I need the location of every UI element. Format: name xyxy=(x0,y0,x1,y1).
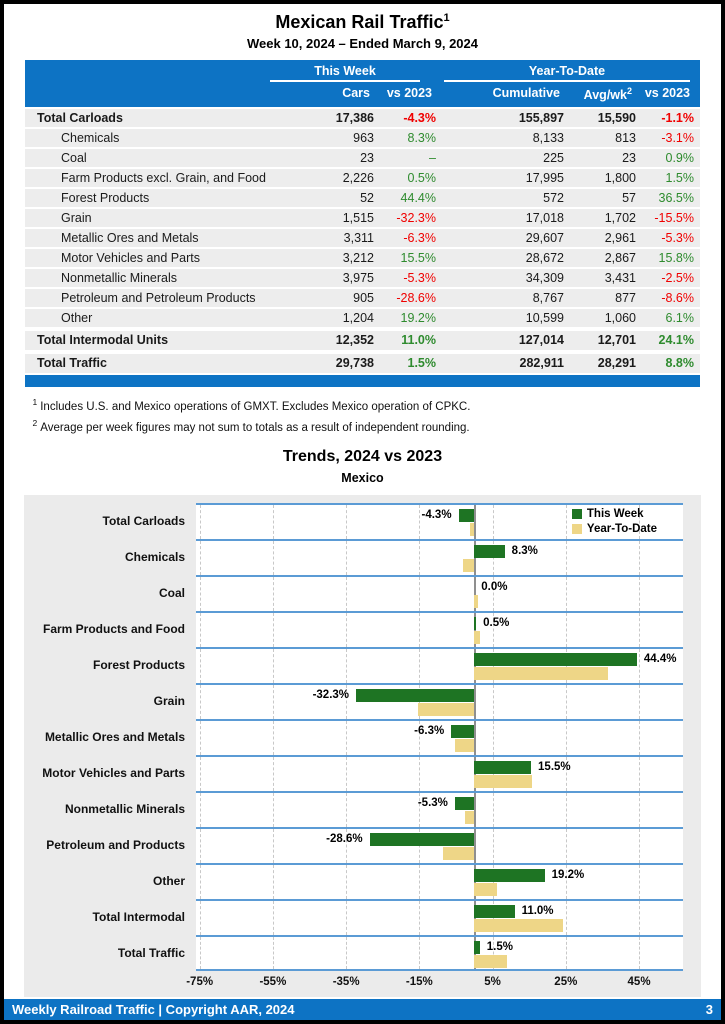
gridline xyxy=(566,721,567,755)
gridline xyxy=(639,865,640,899)
gridline xyxy=(493,793,494,827)
gridline xyxy=(419,901,420,935)
cell-vs2023-week: -6.3% xyxy=(403,231,436,246)
gridline xyxy=(346,865,347,899)
avg-wk-text: Avg/wk xyxy=(583,88,627,103)
cell-vs2023-week: -32.3% xyxy=(396,211,436,226)
gridline xyxy=(273,937,274,969)
gridline xyxy=(346,901,347,935)
column-header-vs2023-week: vs 2023 xyxy=(386,86,432,100)
gridline xyxy=(639,541,640,575)
gridline xyxy=(419,613,420,647)
cell-cumulative: 17,995 xyxy=(525,171,564,186)
table-header-groups xyxy=(29,64,696,82)
cell-avg-wk: 2,867 xyxy=(604,251,636,266)
table-row xyxy=(25,169,700,187)
chart-band xyxy=(196,647,683,683)
gridline xyxy=(566,505,567,539)
cell-cumulative: 155,897 xyxy=(518,111,564,126)
zero-axis-line xyxy=(474,685,476,719)
year-to-date-bar xyxy=(455,739,474,752)
axis-tick-label: 25% xyxy=(554,975,578,988)
this-week-bar xyxy=(356,689,474,702)
cell-cars: 963 xyxy=(353,131,374,146)
gridline xyxy=(639,829,640,863)
row-label: Total Intermodal Units xyxy=(37,333,169,348)
cell-avg-wk: 57 xyxy=(622,191,636,206)
gridline xyxy=(493,685,494,719)
row-label: Total Carloads xyxy=(37,111,123,126)
cell-avg-wk: 1,800 xyxy=(604,171,636,186)
header-group-this-week: This Week xyxy=(270,64,420,82)
cell-cars: 905 xyxy=(353,291,374,306)
year-to-date-bar xyxy=(443,847,474,860)
chart-band xyxy=(196,827,683,863)
cell-avg-wk: 23 xyxy=(622,151,636,166)
bar-value-label: 19.2% xyxy=(551,868,585,881)
gridline xyxy=(493,829,494,863)
gridline xyxy=(200,793,201,827)
year-to-date-bar xyxy=(474,919,562,932)
row-label: Metallic Ores and Metals xyxy=(61,231,199,246)
chart-category-label: Total Intermodal xyxy=(92,909,185,924)
chart-plot-area xyxy=(30,503,683,971)
cell-cumulative: 572 xyxy=(543,191,564,206)
cell-vs2023-ytd: -1.1% xyxy=(661,111,694,126)
chart-category-label: Motor Vehicles and Parts xyxy=(42,765,185,780)
gridline xyxy=(639,685,640,719)
cell-cars: 2,226 xyxy=(342,171,374,186)
gridline xyxy=(566,613,567,647)
this-week-bar xyxy=(474,545,504,558)
cell-avg-wk: 15,590 xyxy=(597,111,636,126)
gridline xyxy=(200,721,201,755)
this-week-bar xyxy=(474,941,479,954)
chart-band xyxy=(196,863,683,899)
row-label: Total Traffic xyxy=(37,356,107,371)
axis-tick-label: -15% xyxy=(405,975,433,988)
gridline xyxy=(346,937,347,969)
gridline xyxy=(493,505,494,539)
chart-band xyxy=(196,611,683,647)
cell-avg-wk: 877 xyxy=(615,291,636,306)
gridline xyxy=(566,829,567,863)
gridline xyxy=(273,541,274,575)
cell-avg-wk: 1,702 xyxy=(604,211,636,226)
cell-cumulative: 17,018 xyxy=(525,211,564,226)
trends-bar-chart xyxy=(24,495,701,997)
bar-value-label: -6.3% xyxy=(414,724,445,737)
this-week-bar xyxy=(474,869,544,882)
gridline xyxy=(273,685,274,719)
footer-title: Weekly Railroad Traffic | Copyright AAR, 2024 xyxy=(12,1002,295,1017)
gridline xyxy=(273,757,274,791)
row-label: Other xyxy=(61,311,93,326)
cell-vs2023-week: -5.3% xyxy=(403,271,436,286)
cell-vs2023-ytd: 8.8% xyxy=(665,356,694,371)
gridline xyxy=(493,721,494,755)
cell-avg-wk: 28,291 xyxy=(597,356,636,371)
gridline xyxy=(419,541,420,575)
cell-vs2023-ytd: -2.5% xyxy=(661,271,694,286)
bar-value-label: 44.4% xyxy=(643,652,677,665)
gridline xyxy=(566,577,567,611)
bar-value-label: 0.5% xyxy=(483,616,510,629)
gridline xyxy=(566,685,567,719)
footnote xyxy=(33,397,693,413)
gridline xyxy=(566,793,567,827)
chart-category-row xyxy=(30,827,683,863)
cell-avg-wk: 12,701 xyxy=(597,333,636,348)
row-label: Motor Vehicles and Parts xyxy=(61,251,200,266)
table-bottom-divider xyxy=(25,375,700,387)
this-week-bar xyxy=(459,509,475,522)
chart-category-row xyxy=(30,791,683,827)
axis-tick-labels xyxy=(186,971,683,993)
chart-band xyxy=(196,755,683,791)
axis-tick-label: 5% xyxy=(484,975,501,988)
table-row xyxy=(25,109,700,127)
header-label-spacer xyxy=(29,86,276,102)
column-header-cumulative: Cumulative xyxy=(492,86,560,100)
gridline xyxy=(273,901,274,935)
column-header-avg-wk xyxy=(566,86,638,102)
cell-cars: 29,738 xyxy=(335,356,374,371)
gridline xyxy=(639,721,640,755)
gridline xyxy=(273,865,274,899)
chart-band xyxy=(196,719,683,755)
year-to-date-bar xyxy=(474,595,477,608)
chart-category-label: Other xyxy=(152,873,185,888)
cell-vs2023-week: -28.6% xyxy=(396,291,436,306)
year-to-date-bar xyxy=(465,811,474,824)
chart-band xyxy=(196,899,683,935)
header-group-year-to-date: Year-To-Date xyxy=(444,64,690,82)
table-row xyxy=(25,331,700,350)
chart-subtitle: Mexico xyxy=(341,470,384,485)
chart-band xyxy=(196,503,683,539)
cell-cars: 12,352 xyxy=(335,333,374,348)
legend-swatch-icon xyxy=(572,524,582,534)
gridline xyxy=(419,577,420,611)
bar-value-label: -5.3% xyxy=(417,796,448,809)
chart-category-row xyxy=(30,863,683,899)
page-subtitle: Week 10, 2024 – Ended March 9, 2024 xyxy=(246,36,478,51)
this-week-bar xyxy=(455,797,474,810)
this-week-bar xyxy=(474,653,637,666)
row-label: Grain xyxy=(61,211,92,226)
chart-category-label: Coal xyxy=(158,585,185,600)
bar-value-label: -32.3% xyxy=(312,688,350,701)
cell-cars: 1,204 xyxy=(342,311,374,326)
gridline xyxy=(200,685,201,719)
this-week-bar xyxy=(474,761,531,774)
cell-vs2023-week: 11.0% xyxy=(401,333,436,348)
cell-cumulative: 29,607 xyxy=(525,231,564,246)
year-to-date-bar xyxy=(418,703,475,716)
cell-cars: 3,212 xyxy=(342,251,374,266)
footnote xyxy=(33,418,693,434)
gridline xyxy=(200,541,201,575)
axis-tick-label: -75% xyxy=(186,975,214,988)
avg-wk-footnote-marker: 2 xyxy=(626,86,632,96)
cell-vs2023-week: – xyxy=(429,151,436,166)
cell-cars: 3,975 xyxy=(342,271,374,286)
cell-vs2023-week: -4.3% xyxy=(403,111,436,126)
cell-cars: 1,515 xyxy=(342,211,374,226)
cell-vs2023-ytd: -15.5% xyxy=(654,211,694,226)
gridline xyxy=(273,829,274,863)
chart-category-label: Forest Products xyxy=(92,657,185,672)
cell-cumulative: 282,911 xyxy=(519,356,564,371)
cell-cumulative: 28,672 xyxy=(525,251,564,266)
row-label: Chemicals xyxy=(61,131,120,146)
page-footer xyxy=(4,999,721,1020)
gridline xyxy=(639,613,640,647)
row-label: Coal xyxy=(61,151,87,166)
row-label: Forest Products xyxy=(61,191,150,206)
chart-band xyxy=(196,935,683,971)
cell-cumulative: 225 xyxy=(543,151,564,166)
cell-avg-wk: 3,431 xyxy=(604,271,636,286)
gridline xyxy=(346,577,347,611)
chart-category-row xyxy=(30,935,683,971)
cell-avg-wk: 2,961 xyxy=(604,231,636,246)
chart-category-label: Total Carloads xyxy=(102,513,185,528)
this-week-bar xyxy=(370,833,475,846)
gridline xyxy=(273,577,274,611)
table-row xyxy=(25,354,700,373)
gridline xyxy=(273,613,274,647)
year-to-date-bar xyxy=(470,523,474,536)
cell-cumulative: 8,133 xyxy=(532,131,564,146)
page-title-text: Mexican Rail Traffic xyxy=(275,12,444,32)
bar-value-label: 1.5% xyxy=(486,940,513,953)
chart-legend xyxy=(572,507,657,537)
cell-vs2023-week: 8.3% xyxy=(407,131,436,146)
row-label: Petroleum and Petroleum Products xyxy=(61,291,256,306)
gridline xyxy=(200,613,201,647)
gridline xyxy=(566,901,567,935)
axis-tick-label: -35% xyxy=(332,975,360,988)
cell-vs2023-week: 44.4% xyxy=(400,191,436,206)
cell-vs2023-ytd: 24.1% xyxy=(658,333,694,348)
cell-vs2023-ytd: 0.9% xyxy=(665,151,694,166)
bar-value-label: 0.0% xyxy=(481,580,508,593)
bar-value-label: -4.3% xyxy=(421,508,452,521)
bar-value-label: 15.5% xyxy=(538,760,571,773)
cell-cumulative: 34,309 xyxy=(525,271,564,286)
chart-x-axis xyxy=(30,971,683,993)
legend-item xyxy=(572,522,657,537)
cell-vs2023-week: 19.2% xyxy=(400,311,436,326)
cell-vs2023-ytd: -3.1% xyxy=(661,131,694,146)
page-title xyxy=(4,12,721,33)
chart-category-row xyxy=(30,683,683,719)
chart-category-label: Chemicals xyxy=(124,549,185,564)
gridline xyxy=(200,649,201,683)
gridline xyxy=(419,937,420,969)
chart-category-row xyxy=(30,539,683,575)
gridline xyxy=(639,901,640,935)
cell-vs2023-week: 15.5% xyxy=(400,251,436,266)
bar-value-label: 11.0% xyxy=(521,904,554,917)
gridline xyxy=(346,721,347,755)
gridline xyxy=(639,937,640,969)
gridline xyxy=(419,865,420,899)
chart-category-label: Petroleum and Products xyxy=(46,837,185,852)
gridline xyxy=(273,721,274,755)
chart-category-row xyxy=(30,719,683,755)
year-to-date-bar xyxy=(474,631,479,644)
gridline xyxy=(346,793,347,827)
bar-value-label: 8.3% xyxy=(511,544,538,557)
gridline xyxy=(200,577,201,611)
chart-category-row xyxy=(30,503,683,539)
table-row xyxy=(25,189,700,207)
gridline xyxy=(346,541,347,575)
gridline xyxy=(200,505,201,539)
table-row xyxy=(25,249,700,267)
table-header xyxy=(25,60,700,107)
cell-cars: 17,386 xyxy=(335,111,374,126)
axis-tick-label: 45% xyxy=(627,975,651,988)
chart-category-row xyxy=(30,755,683,791)
footnote-text: Includes U.S. and Mexico operations of GMXT. Excludes Mexico operation of CPKC. xyxy=(40,400,471,413)
year-to-date-bar xyxy=(474,955,506,968)
gridline xyxy=(566,937,567,969)
gridline xyxy=(346,505,347,539)
legend-label: This Week xyxy=(586,508,644,521)
cell-cumulative: 10,599 xyxy=(525,311,564,326)
gridline xyxy=(639,757,640,791)
gridline xyxy=(273,505,274,539)
gridline xyxy=(639,649,640,683)
cell-vs2023-ytd: 36.5% xyxy=(658,191,694,206)
gridline xyxy=(639,577,640,611)
table-row xyxy=(25,229,700,247)
cell-vs2023-week: 0.5% xyxy=(407,171,436,186)
cell-vs2023-week: 1.5% xyxy=(407,356,436,371)
this-week-bar xyxy=(474,617,476,630)
cell-vs2023-ytd: -8.6% xyxy=(661,291,694,306)
chart-category-row xyxy=(30,899,683,935)
cell-cumulative: 127,014 xyxy=(518,333,564,348)
table-row xyxy=(25,289,700,307)
cell-vs2023-ytd: 1.5% xyxy=(665,171,694,186)
gridline xyxy=(200,865,201,899)
year-to-date-bar xyxy=(474,775,532,788)
chart-category-label: Grain xyxy=(153,693,185,708)
chart-title: Trends, 2024 vs 2023 xyxy=(282,447,443,465)
cell-cars: 3,311 xyxy=(343,231,374,246)
year-to-date-bar xyxy=(463,559,474,572)
zero-axis-line xyxy=(474,829,476,863)
zero-axis-line xyxy=(474,505,476,539)
chart-category-row xyxy=(30,611,683,647)
gridline xyxy=(346,757,347,791)
title-footnote-marker: 1 xyxy=(443,12,450,24)
table-row xyxy=(25,309,700,327)
chart-band xyxy=(196,791,683,827)
cell-avg-wk: 813 xyxy=(615,131,636,146)
chart-category-label: Metallic Ores and Metals xyxy=(44,729,185,744)
chart-category-label: Farm Products and Food xyxy=(42,621,185,636)
chart-category-label: Nonmetallic Minerals xyxy=(64,801,185,816)
footnote-marker: 2 xyxy=(32,417,38,428)
axis-spacer xyxy=(30,971,196,993)
gridline xyxy=(419,649,420,683)
gridline xyxy=(273,649,274,683)
gridline xyxy=(273,793,274,827)
chart-category-row xyxy=(30,575,683,611)
traffic-table xyxy=(25,60,700,373)
this-week-bar xyxy=(474,905,514,918)
gridline xyxy=(566,541,567,575)
table-row xyxy=(25,149,700,167)
legend-label: Year-To-Date xyxy=(586,523,657,536)
legend-item xyxy=(572,507,657,522)
chart-category-row xyxy=(30,647,683,683)
gridline xyxy=(200,829,201,863)
cell-cumulative: 8,767 xyxy=(532,291,564,306)
cell-avg-wk: 1,060 xyxy=(604,311,636,326)
gridline xyxy=(200,757,201,791)
this-week-bar xyxy=(451,725,474,738)
cell-vs2023-ytd: 6.1% xyxy=(665,311,694,326)
cell-vs2023-ytd: 15.8% xyxy=(658,251,694,266)
footnote-marker: 1 xyxy=(32,397,38,408)
footnote-text: Average per week figures may not sum to totals as a result of independent rounding. xyxy=(40,421,470,434)
table-row xyxy=(25,269,700,287)
gridline xyxy=(419,757,420,791)
bar-value-label: -28.6% xyxy=(326,832,363,845)
gridline xyxy=(639,793,640,827)
chart-band xyxy=(196,575,683,611)
year-to-date-bar xyxy=(474,667,608,680)
footer-page-number: 3 xyxy=(705,1002,713,1017)
column-header-vs2023-ytd: vs 2023 xyxy=(644,86,690,100)
chart-band xyxy=(196,539,683,575)
report-header xyxy=(4,4,721,51)
gridline xyxy=(200,901,201,935)
table-body xyxy=(25,109,700,373)
row-label: Farm Products excl. Grain, and Food xyxy=(61,171,266,186)
table-row xyxy=(25,209,700,227)
gridline xyxy=(346,649,347,683)
gridline xyxy=(419,505,420,539)
chart-category-label: Total Traffic xyxy=(117,945,185,960)
row-label: Nonmetallic Minerals xyxy=(61,271,178,286)
axis-tick-label: -55% xyxy=(259,975,287,988)
footnotes xyxy=(33,397,693,434)
chart-band xyxy=(196,683,683,719)
column-header-cars: Cars xyxy=(342,86,370,100)
year-to-date-bar xyxy=(474,883,496,896)
table-row xyxy=(25,129,700,147)
zero-axis-line xyxy=(474,721,476,755)
cell-cars: 23 xyxy=(360,151,374,166)
gridline xyxy=(346,613,347,647)
table-header-columns xyxy=(29,86,696,102)
gridline xyxy=(200,937,201,969)
legend-swatch-icon xyxy=(572,509,582,519)
cell-cars: 52 xyxy=(360,191,374,206)
cell-vs2023-ytd: -5.3% xyxy=(661,231,694,246)
zero-axis-line xyxy=(474,793,476,827)
